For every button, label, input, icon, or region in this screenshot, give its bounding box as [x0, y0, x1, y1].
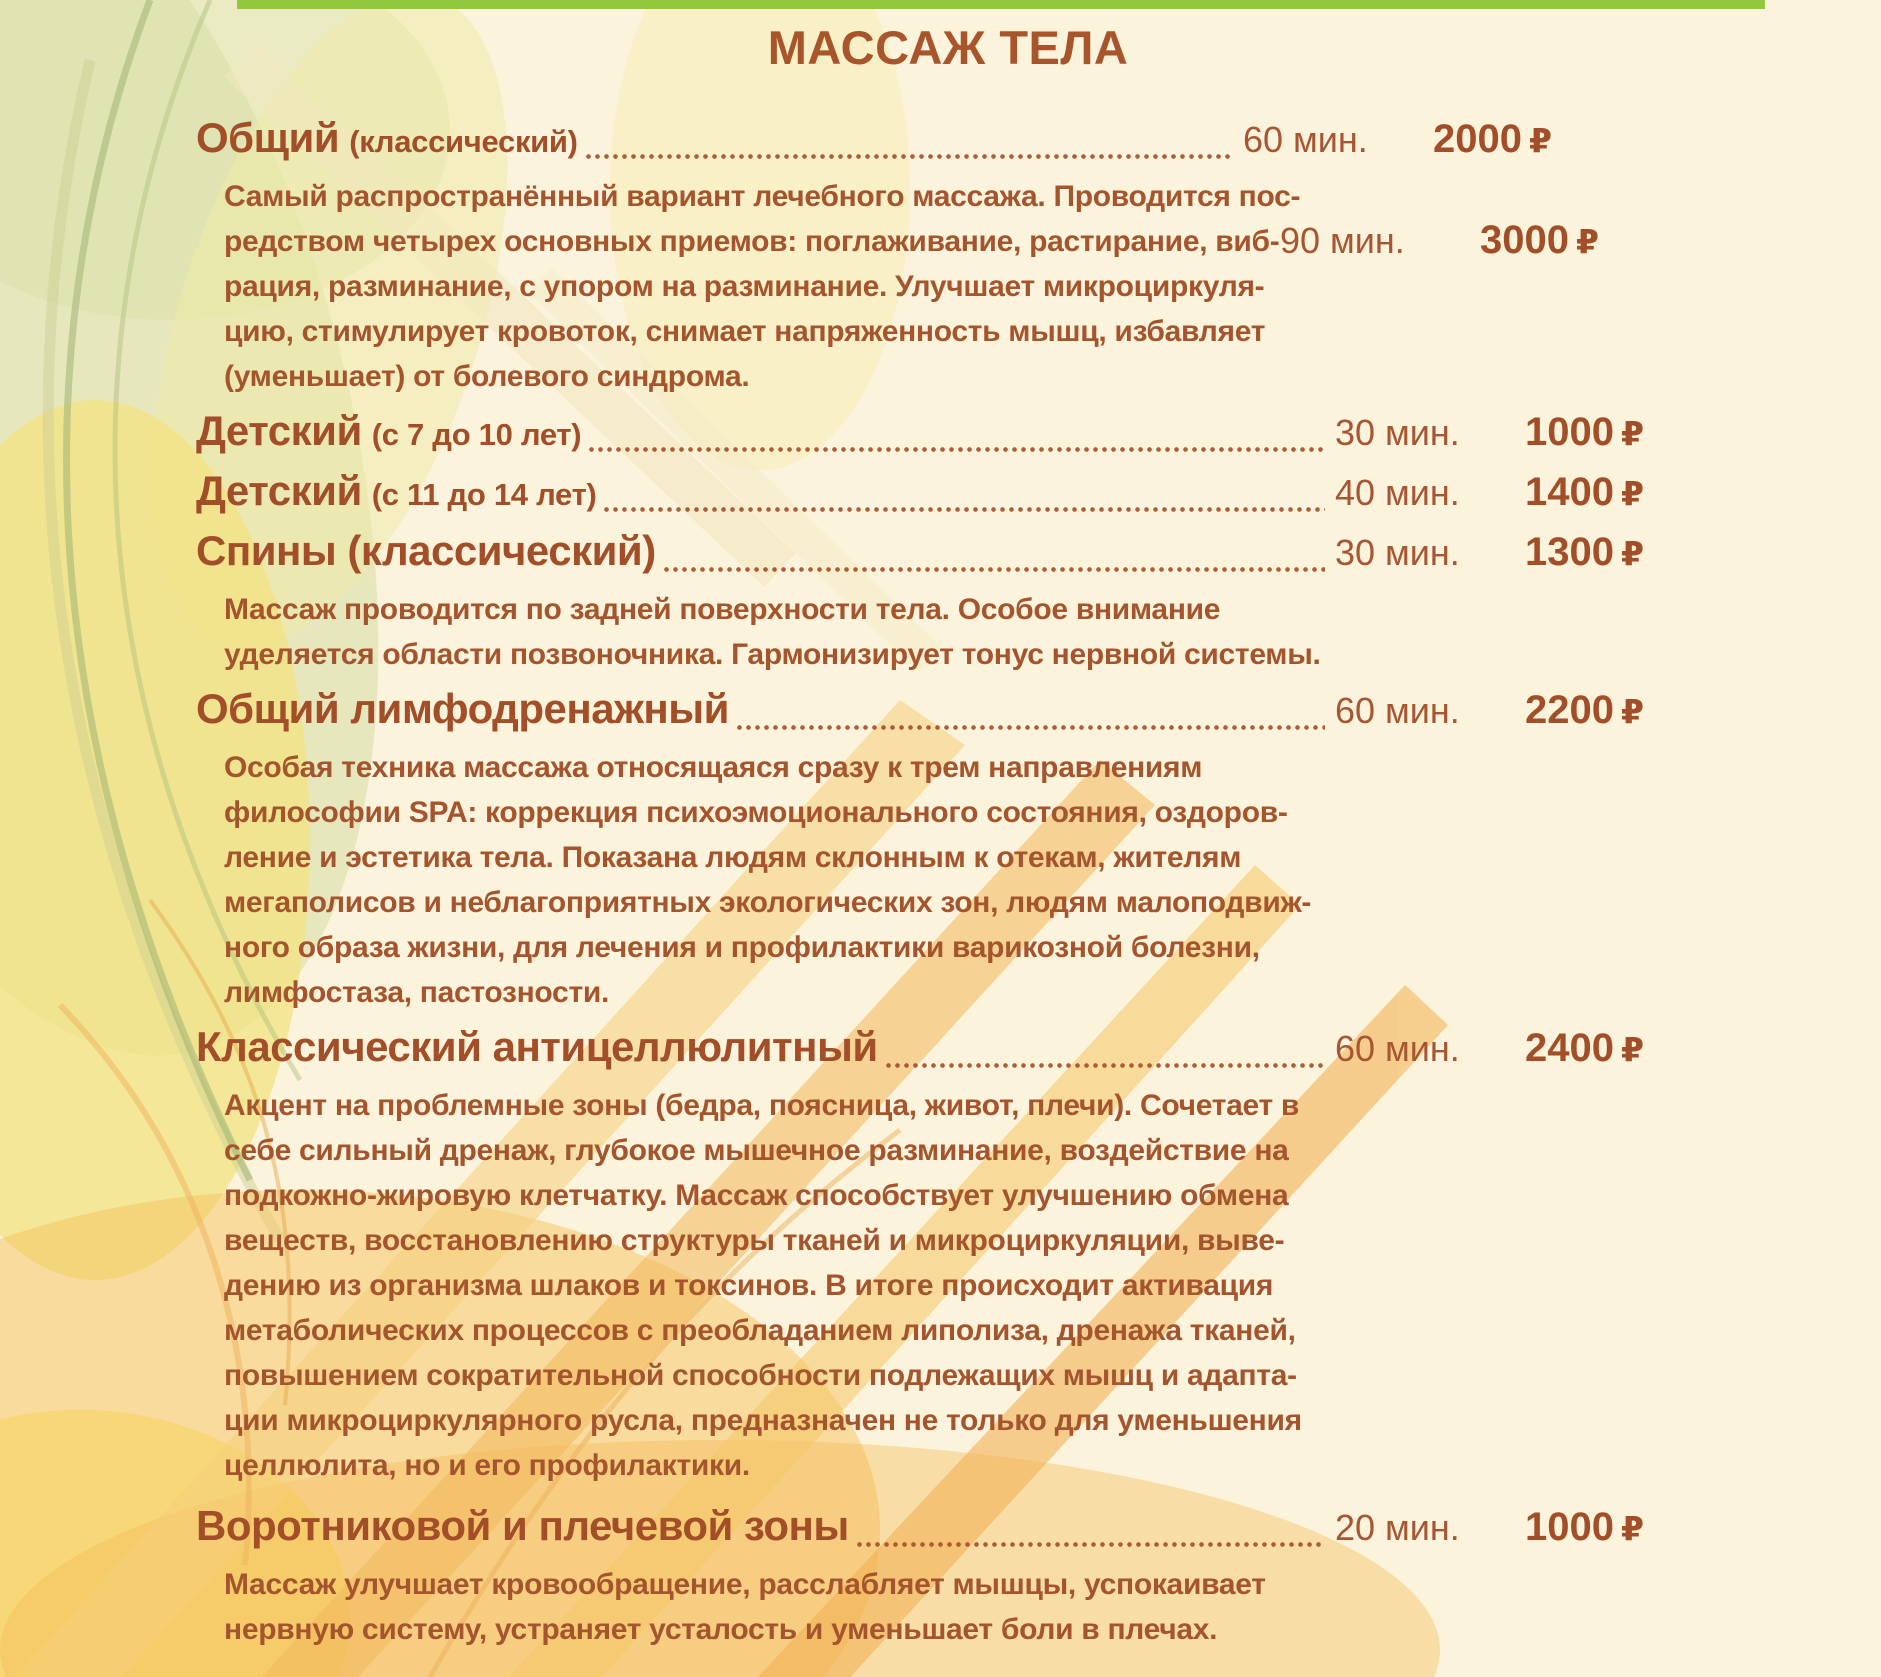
price-value: 3000 [1480, 218, 1569, 262]
top-accent-bar [237, 0, 1765, 9]
ruble-sign: ₽ [1528, 121, 1552, 160]
item-row [196, 1502, 1700, 1554]
item-row [196, 407, 1700, 459]
item-price [1525, 410, 1700, 455]
price-value: 1300 [1525, 530, 1614, 574]
item-description: Самый распространённый вариант лечебного массажа. Проводится пос- редством четырех основных приемов: поглаживание, растирание, виб- рация, разминание, с упором на разминание. Улучшает микроциркуля- цию, стимулирует кровоток, снимает напряженность мышц, избавляет (уменьшает) от болевого синдрома. [224, 180, 1301, 393]
item-second-option [1280, 218, 1655, 263]
price-value: 2200 [1525, 688, 1614, 732]
item-duration: 90 мин. [1280, 220, 1405, 261]
item-row [196, 467, 1700, 519]
menu-item [196, 114, 1700, 399]
ruble-sign: ₽ [1620, 1509, 1644, 1548]
item-row [196, 1023, 1700, 1075]
price-value: 2000 [1433, 117, 1522, 161]
item-price [1525, 530, 1700, 575]
item-row [196, 685, 1700, 737]
item-name: Классический антицеллюлитный [196, 1023, 878, 1070]
item-price [1480, 218, 1655, 263]
item-duration: 30 мин. [1335, 532, 1460, 573]
item-price [1525, 1505, 1700, 1550]
item-description: Акцент на проблемные зоны (бедра, поясница, живот, плечи). Сочетает в себе сильный дренаж, глубокое мышечное разминание, воздействие на подкожно-жировую клетчатку. Массаж способствует улучшению обмена веществ, восстановлению структуры тканей и микроциркуляции, выве- дению из организма шлаков и токсинов. В итоге происходит активация метаболических процессов с преобладанием липолиза, дренажа тканей, повышением сократительной способности подлежащих мышц и адапта- ции микроциркулярного русла, предназначен не только для уменьшения целлюлита, но и его профилактики. [224, 1089, 1302, 1482]
dot-leader [884, 1039, 1325, 1069]
item-name: Спины (классический) [196, 527, 656, 574]
ruble-sign: ₽ [1620, 692, 1644, 731]
item-duration: 20 мин. [1335, 1507, 1460, 1548]
menu-item [196, 407, 1700, 459]
item-name: Общий лимфодренажный [196, 685, 729, 732]
item-price [1525, 688, 1700, 733]
menu-item [196, 527, 1700, 677]
dot-leader [662, 543, 1325, 573]
page-title: МАССАЖ ТЕЛА [767, 21, 1129, 74]
ruble-sign: ₽ [1575, 222, 1599, 261]
menu-content [196, 0, 1700, 1660]
item-qualifier: (классический) [349, 124, 578, 159]
ruble-sign: ₽ [1620, 534, 1644, 573]
menu-item [196, 1502, 1700, 1652]
item-name: Детский [196, 407, 362, 454]
item-duration: 60 мин. [1243, 119, 1368, 160]
menu-item [196, 467, 1700, 519]
item-description: Массаж улучшает кровообращение, расслабляет мышцы, успокаивает нервную систему, устраняет усталость и уменьшает боли в плечах. [224, 1568, 1266, 1646]
item-name: Детский [196, 467, 362, 514]
item-row [196, 114, 1700, 166]
dot-leader [602, 483, 1325, 513]
price-value: 1000 [1525, 1505, 1614, 1549]
item-price [1525, 1026, 1700, 1071]
item-name: Воротниковой и плечевой зоны [196, 1502, 849, 1549]
item-duration: 60 мин. [1335, 690, 1460, 731]
item-description: Особая техника массажа относящаяся сразу к трем направлениям философии SPA: коррекция психоэмоционального состояния, оздоров- ление и эстетика тела. Показана людям склонным к отекам, жителям мегаполисов и неблагоприятных экологических зон, людям малоподвиж- ного образа жизни, для лечения и профилактики варикозной болезни, лимфостаза, пастозности. [224, 751, 1312, 1009]
item-qualifier: (с 7 до 10 лет) [371, 417, 582, 452]
price-value: 1400 [1525, 470, 1614, 514]
item-duration: 30 мин. [1335, 412, 1460, 453]
item-duration: 60 мин. [1335, 1028, 1460, 1069]
item-qualifier: (с 11 до 14 лет) [371, 477, 597, 512]
item-row [196, 527, 1700, 579]
ruble-sign: ₽ [1620, 414, 1644, 453]
item-duration: 40 мин. [1335, 472, 1460, 513]
ruble-sign: ₽ [1620, 1030, 1644, 1069]
dot-leader [735, 701, 1325, 731]
item-name: Общий [196, 114, 340, 161]
price-value: 2400 [1525, 1026, 1614, 1070]
menu-item [196, 1023, 1700, 1488]
item-price [1433, 117, 1608, 162]
item-description: Массаж проводится по задней поверхности тела. Особое внимание уделяется области позвоночника. Гармонизирует тонус нервной системы. [224, 593, 1321, 671]
price-value: 1000 [1525, 410, 1614, 454]
dot-leader [587, 423, 1325, 453]
dot-leader [855, 1518, 1325, 1548]
item-price [1525, 470, 1700, 515]
menu-item [196, 685, 1700, 1015]
ruble-sign: ₽ [1620, 474, 1644, 513]
dot-leader [584, 130, 1233, 160]
